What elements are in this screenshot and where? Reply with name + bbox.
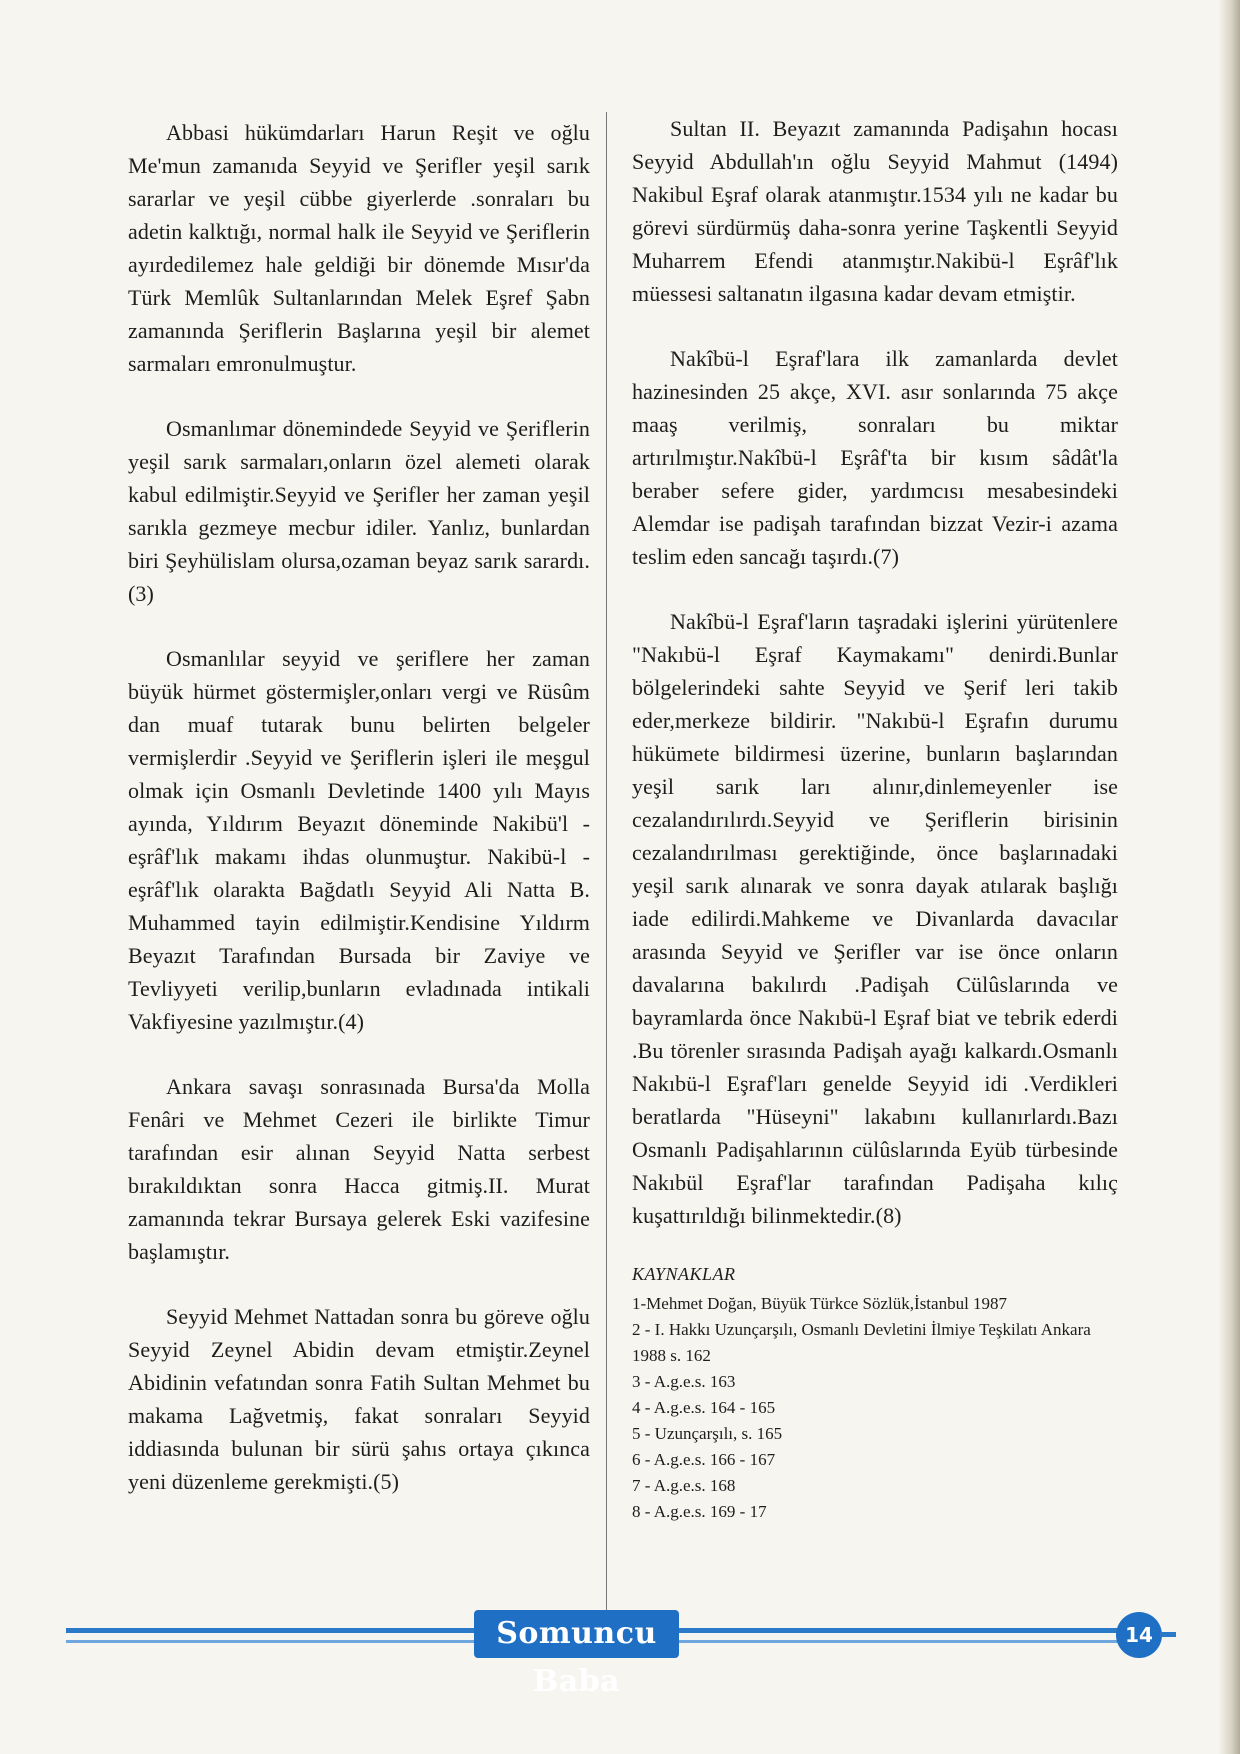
magazine-brand: Somuncu Baba [474,1610,679,1658]
body-paragraph: Sultan II. Beyazıt zamanında Padişahın hocası Seyyid Abdullah'ın oğlu Seyyid Mahmut (1494) Nakibul Eşraf olarak atanmıştır.1534 yılı ne kadar bu görevi sürdürmüş daha-sonra yerine Taşkentli Seyyid Muharrem Efendi atanmıştır.Nakibü-l Eşrâf'lık müessesi saltanatın ilgasına kadar devam etmiştir. [632,116,1118,306]
page-edge-shadow [1218,0,1240,1754]
body-paragraph: Ankara savaşı sonrasınada Bursa'da Molla Fenâri ve Mehmet Cezeri ile birlikte Timur tarafından esir alınan Seyyid Natta serbest bırakıldıktan sonra Hacca gitmiş.II. Murat zamanında tekrar Bursaya gelerek Eski vazifesine başlamıştır. [128,1074,590,1264]
footer-rule [66,1640,476,1643]
reference-item: 2 - I. Hakkı Uzunçarşılı, Osmanlı Devletini İlmiye Teşkilatı Ankara 1988 s. 162 [632,1320,1091,1365]
footer-rule [66,1628,476,1633]
references-section [632,1264,1118,1525]
column-divider [606,112,607,1627]
reference-item: 7 - A.g.e.s. 168 [632,1476,736,1495]
footer-rule [1160,1632,1176,1637]
page-number: 14 [1116,1612,1162,1658]
body-paragraph: Osmanlımar dönemindede Seyyid ve Şeriflerin yeşil sarık sarmaları,onların özel alemeti olarak kabul edilmiştir.Seyyid ve Şerifler her zaman yeşil sarıkla gezmeye mecbur idiler. Yanlız, bunlardan biri Şeyhülislam olursa,ozaman beyaz sarık sarardı.(3) [128,416,590,606]
body-paragraph: Seyyid Mehmet Nattadan sonra bu göreve oğlu Seyyid Zeynel Abidin devam etmiştir.Zeynel Abidinin vefatından sonra Fatih Sultan Mehmet bu makama Lağvetmiş, fakat sonraları Seyyid iddiasında bulunan bir sürü şahıs ortaya çıkınca yeni düzenleme gerekmişti.(5) [128,1304,590,1494]
reference-item: 1-Mehmet Doğan, Büyük Türkce Sözlük,İstanbul 1987 [632,1294,1008,1313]
reference-item: 3 - A.g.e.s. 163 [632,1372,736,1391]
body-paragraph: Osmanlılar seyyid ve şeriflere her zaman büyük hürmet göstermişler,onları vergi ve Rüsûm dan muaf tutarak bunu belirten belgeler vermişlerdir .Seyyid ve Şeriflerin işleri ile meşgul olmak için Osmanlı Devletinde 1400 yılı Mayıs ayında, Yıldırım Beyazıt döneminde Nakibü'l - eşrâf'lık makamı ihdas olunmuştur. Nakibü-l - eşrâf'lık olarakta Bağdatlı Seyyid Ali Natta B. Muhammed tayin edilmiştir.Kendisine Yıldırm Beyazıt Tarafından Bursada bir Zaviye ve Tevliyyeti verilip,bunların evladınada intikali Vakfiyesine yazılmıştır.(4) [128,646,590,1034]
reference-item: 4 - A.g.e.s. 164 - 165 [632,1398,776,1417]
page-footer [66,1600,1176,1699]
reference-item: 6 - A.g.e.s. 166 - 167 [632,1450,776,1469]
body-paragraph: Nakîbü-l Eşraf'ların taşradaki işlerini yürütenlere "Nakıbü-l Eşraf Kaymakamı" denirdi.Bunlar bölgelerindeki sahte Seyyid ve Şerif leri takib eder,merkeze bildirir. "Nakıbü-l Eşrafın durumu hükümete bildirmesi üzerine, bunların başlarından yeşil sarık ları alınır,dinlemeyenler ise cezalandırılırdı.Seyyid ve Şeriflerin birisinin cezalandırılması gerektiğinde, önce başlarınadaki yeşil sarık alınarak ve sonra dayak atılarak başlığı iade edilirdi.Mahkeme ve Divanlarda davacılar arasında Seyyid ve Şerifler var ise önce onların davalarına bakılırdı .Padişah Cülûslarında ve bayramlarda önce Nakıbü-l Eşraf biat ve tebrik ederdi .Bu törenler sırasında Padişah ayağı kalkardı.Osmanlı Nakıbü-l Eşraf'ları genelde Seyyid idi .Verdikleri beratlarda "Hüseyni" lakabını kullanırlardı.Bazı Osmanlı Padişahlarının cülûslarında Eyüb türbesinde Nakıbül Eşraf'lar tarafından Padişaha kılıç kuşattırıldığı bilinmektedir.(8) [632,609,1118,1228]
body-paragraph: Abbasi hükümdarları Harun Reşit ve oğlu Me'mun zamanıda Seyyid ve Şerifler yeşil sarık sararlar ve yeşil cübbe giyerlerde .sonraları bu adetin kalktığı, normal halk ile Seyyid ve Şeriflerin ayırdedilemez hale geldiği bir dönemde Mısır'da Türk Memlûk Sultanlarından Melek Eşref Şabn zamanında Şeriflerin Başlarına yeşil bir alemet sarmaları emronulmuştur. [128,120,590,376]
left-column [128,112,590,1530]
reference-item: 8 - A.g.e.s. 169 - 17 [632,1502,767,1521]
reference-item: 5 - Uzunçarşılı, s. 165 [632,1424,783,1443]
references-title: KAYNAKLAR [632,1264,736,1284]
right-column [632,112,1118,1525]
body-paragraph: Nakîbü-l Eşraf'lara ilk zamanlarda devlet hazinesinden 25 akçe, XVI. asır sonlarında 75 akçe maaş verilmiş, sonraları bu miktar artırılmıştır.Nakîbü-l Eşrâf'ta bir kısım sâdât'la beraber sefere gider, yardımcısı mesabesindeki Alemdar ise padişah tarafından bizzat Vezir-i azama teslim eden sancağı taşırdı.(7) [632,346,1118,569]
